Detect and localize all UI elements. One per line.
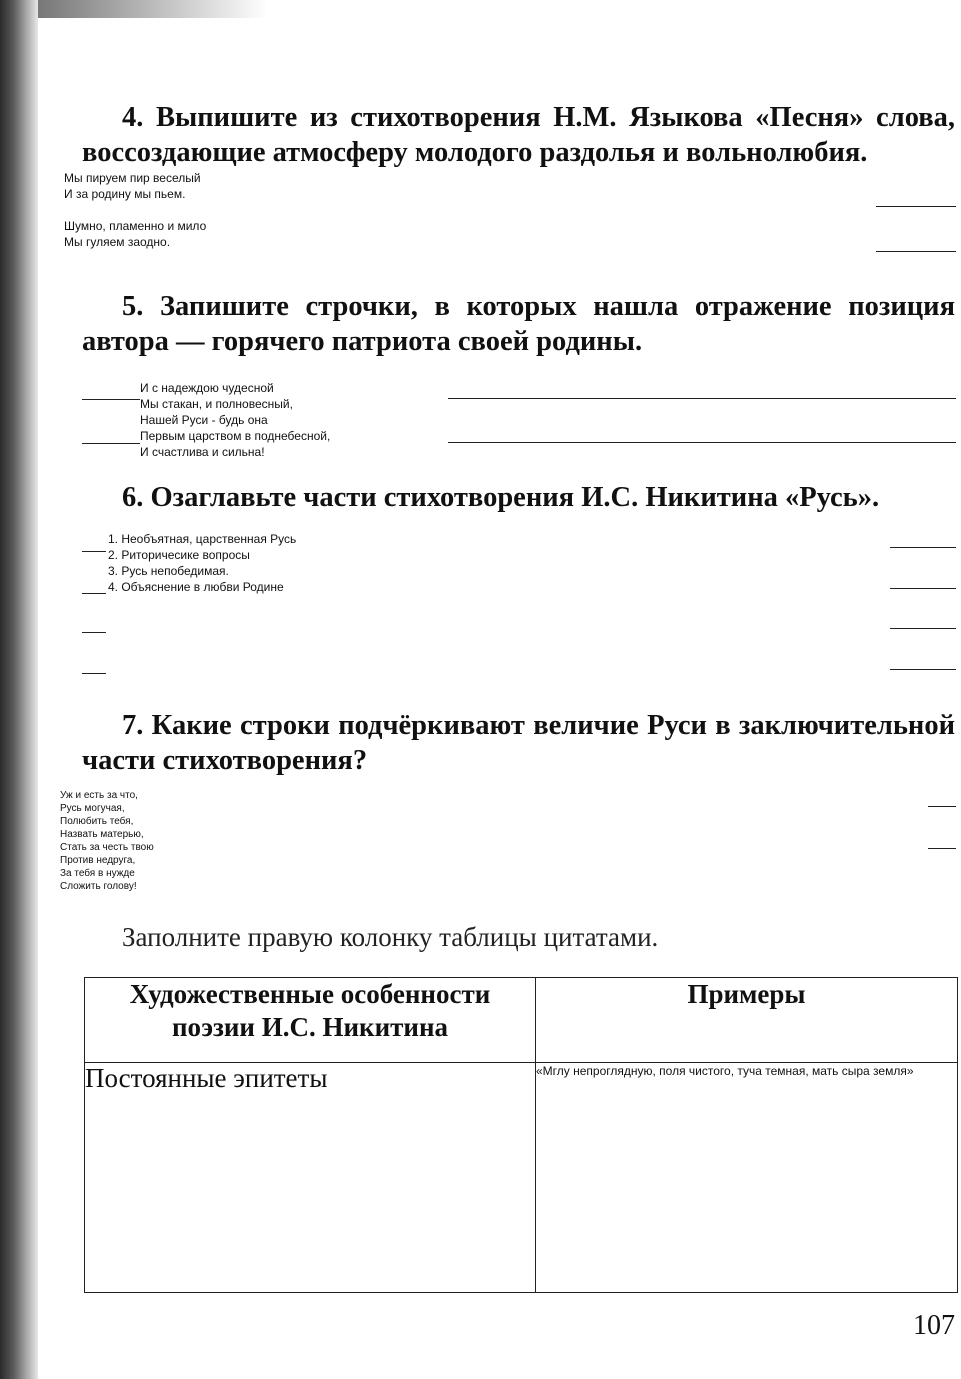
answer-line: Уж и есть за что,: [60, 790, 138, 801]
question-6-title: 6. Озаглавьте части стихотворения И.С. Никитина «Русь».: [122, 482, 880, 513]
table-instruction: Заполните правую колонку таблицы цитатами.: [122, 922, 659, 952]
table-cell-example: «Мглу непроглядную, поля чистого, туча темная, мать сыра земля»: [536, 1063, 958, 1293]
answer-line: Первым царством в поднебесной,: [140, 429, 331, 443]
answer-line: И счастлива и сильна!: [140, 445, 265, 459]
question-7-title: 7. Какие строки подчёркивают величие Руси в заключительной части стихотворения?: [82, 710, 955, 776]
blank-line: [928, 806, 956, 807]
table-cell-feature: Постоянные эпитеты: [85, 1063, 536, 1293]
blank-line: [82, 593, 106, 594]
page-number: 107: [913, 1310, 955, 1341]
quotes-table: [84, 977, 958, 1293]
answer-line: И с надеждою чудесной: [140, 381, 274, 395]
blank-line: [82, 399, 140, 400]
blank-line: [448, 442, 956, 443]
table-header-examples: Примеры: [536, 978, 958, 1063]
blank-line: [928, 848, 956, 849]
blank-line: [890, 628, 956, 629]
question-6-answer: [108, 531, 296, 595]
blank-line: [876, 206, 956, 207]
answer-line: [64, 202, 206, 218]
answer-line: Шумно, пламенно и мило: [64, 219, 207, 233]
answer-line: Нашей Руси - будь она: [140, 413, 268, 427]
blank-line: [82, 443, 140, 444]
page-binding-shadow: [0, 0, 38, 1379]
blank-line: [82, 632, 106, 633]
answer-line: Мы гуляем заодно.: [64, 235, 171, 249]
blank-line: [890, 547, 956, 548]
answer-line: 1. Необъятная, царственная Русь: [108, 532, 297, 546]
answer-line: За тебя в нужде: [60, 868, 135, 879]
question-4-answer: [64, 170, 206, 250]
question-7-answer: [60, 789, 154, 893]
answer-line: Полюбить тебя,: [60, 816, 134, 827]
blank-line: [876, 251, 956, 252]
blank-line: [890, 669, 956, 670]
answer-line: Русь могучая,: [60, 803, 125, 814]
question-4-title: 4. Выпишите из стихотворения Н.М. Языкова «Песня» слова, воссоздающие атмосферу молодого раздолья и вольнолюбия.: [82, 102, 955, 168]
question-5-answer: [140, 380, 330, 460]
table-header-features: Художественные особенности поэзии И.С. Никитина: [85, 978, 536, 1063]
answer-line: Мы пируем пир веселый: [64, 171, 201, 185]
answer-line: 4. Объяснение в любви Родине: [108, 580, 284, 594]
answer-line: 2. Риторичесике вопросы: [108, 548, 250, 562]
answer-line: Назвать матерью,: [60, 829, 144, 840]
answer-line: Мы стакан, и полновесный,: [140, 397, 293, 411]
scan-corner-shadow: [38, 0, 268, 18]
answer-line: 3. Русь непобедимая.: [108, 564, 229, 578]
answer-line: Сложить голову!: [60, 881, 137, 892]
blank-line: [448, 398, 956, 399]
answer-line: И за родину мы пьем.: [64, 187, 186, 201]
answer-line: Стать за честь твою: [60, 842, 154, 853]
question-5-title: 5. Запишите строчки, в которых нашла отражение позиция автора — горячего патриота своей родины.: [82, 291, 955, 357]
blank-line: [82, 551, 106, 552]
blank-line: [82, 673, 106, 674]
answer-line: Против недруга,: [60, 855, 136, 866]
blank-line: [890, 588, 956, 589]
